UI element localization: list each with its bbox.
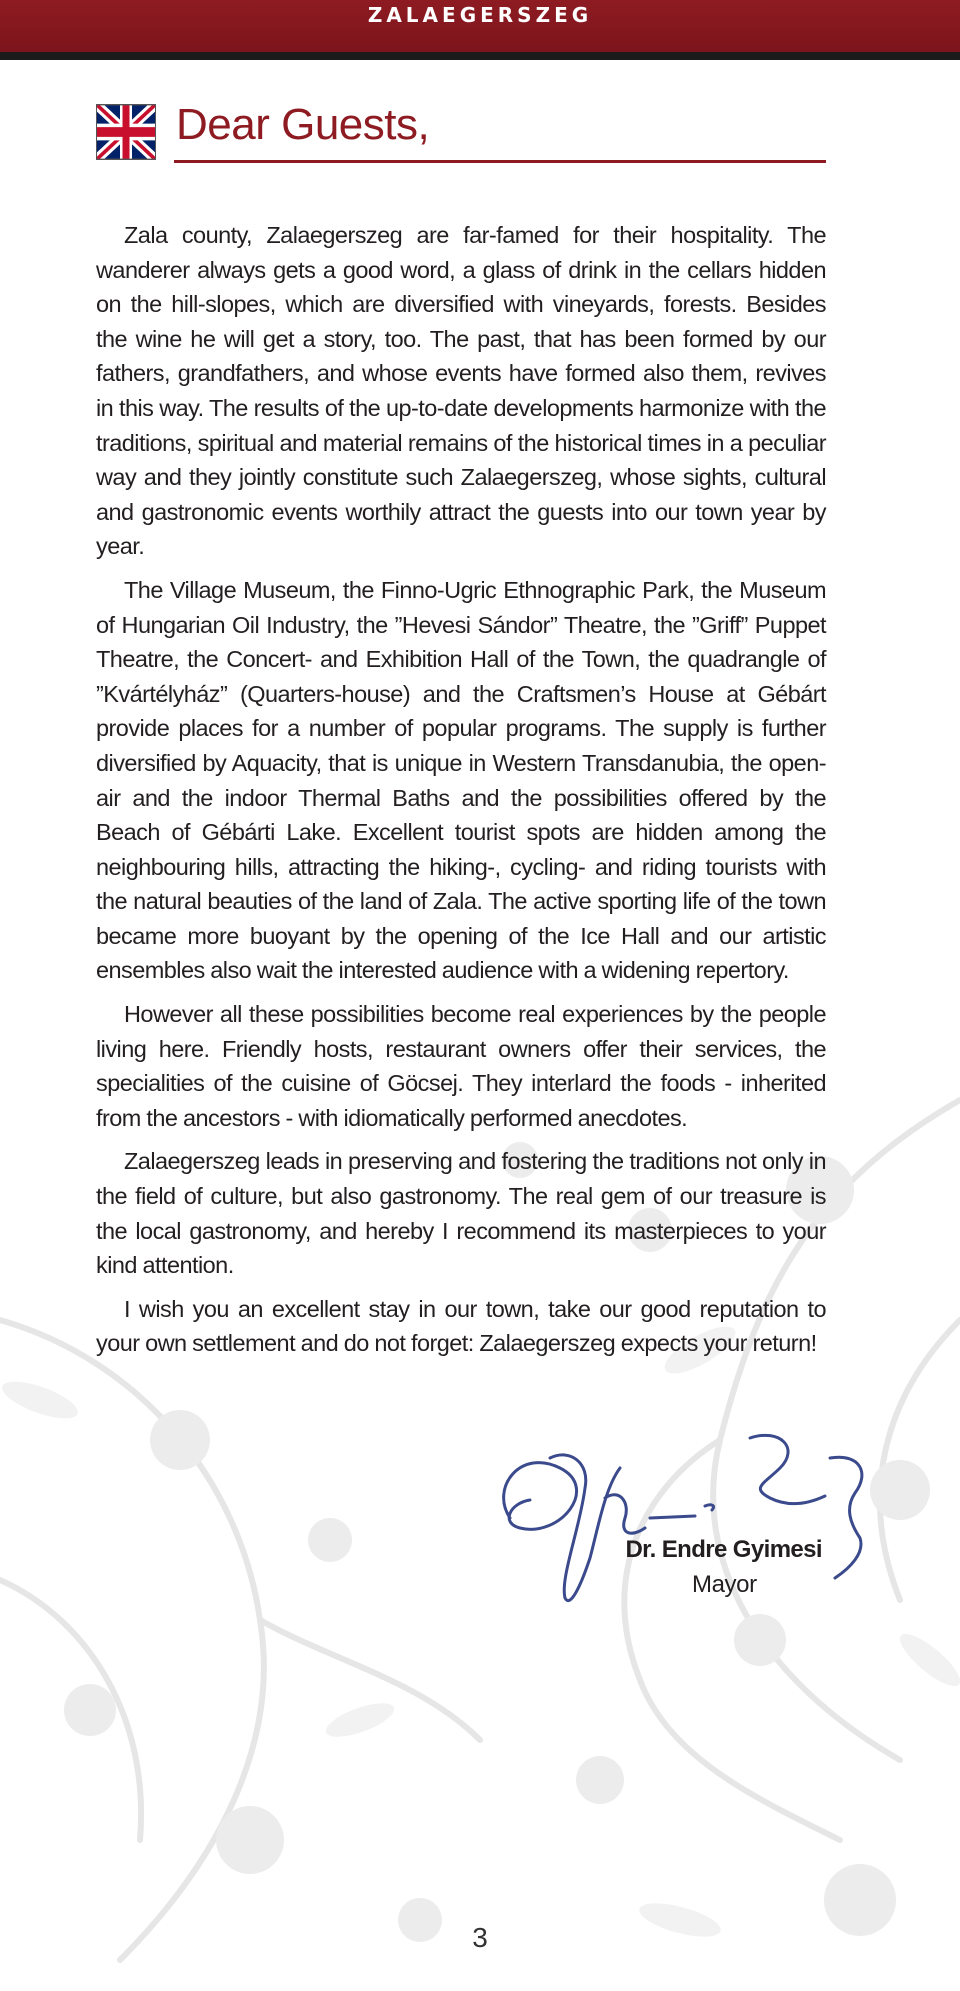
letter-paragraph-4: Zalaegerszeg leads in preserving and fostering the traditions not only in the field of culture, but also gastronomy. The real gem of our treasure is the local gastronomy, and hereby I recommend its masterpieces to your kind attention. (96, 1148, 826, 1279)
header-bar (0, 0, 960, 60)
signatory-title: Mayor (692, 1571, 757, 1598)
signatory-name: Dr. Endre Gyimesi (625, 1536, 822, 1563)
page-heading: Dear Guests, (176, 100, 430, 149)
letter-paragraph-1: Zala county, Zalaegerszeg are far-famed for their hospitality. The wanderer always gets a good word, a glass of drink in the cellars hidden on the hill-slopes, which are diversified with vineyards, forests. Besides the wine he will get a story, too. The past, that has been formed by our fathers, grandfathers, and whose events have formed also them, revives in this way. The results of the up-to-date developments harmonize with the traditions, spiritual and material remains of the historical times in a peculiar way and they jointly constitute such Zalaegerszeg, whose sights, cultural and gastronomic events worthily attract the guests into our town year by year. (96, 222, 826, 560)
letter-paragraph-3: However all these possibilities become real experiences by the people living here. Friendly hosts, restaurant owners offer their services, the specialities of the cuisine of Göcsej. They interlard the foods - inherited from the ancestors - with idiomatically performed anecdotes. (96, 1001, 826, 1131)
page-number: 3 (472, 1922, 488, 1953)
header-title: ZALAEGERSZEG (367, 3, 593, 27)
union-jack-flag-icon (96, 104, 156, 160)
heading-container (174, 96, 826, 163)
letter-body (96, 218, 826, 1370)
handwritten-signature (480, 1408, 870, 1608)
letter-paragraph-2: The Village Museum, the Finno-Ugric Ethnographic Park, the Museum of Hungarian Oil Industry, the ”Hevesi Sándor” Theatre, the ”Griff” Puppet Theatre, the Concert- and Exhibition Hall of the Town, the quadrangle of ”Kvártélyház” (Quarters-house) and the Craftsmen’s House at Gébárt provide places for a number of popular programs. The supply is further diversified by Aquacity, that is unique in Western Transdanubia, the open-air and the indoor Thermal Baths and the possibilities offered by the Beach of Gébárti Lake. Excellent tourist spots are hidden among the neighbouring hills, attracting the hiking-, cycling- and riding tourists with the natural beauties of the land of Zala. The active sporting life of the town became more buoyant by the opening of the Ice Hall and our artistic ensembles also wait the interested audience with a widening repertory. (96, 576, 826, 984)
letter-paragraph-5: I wish you an excellent stay in our town, take our good reputation to your own settlement and do not forget: Zalaegerszeg expects your return! (96, 1295, 826, 1357)
